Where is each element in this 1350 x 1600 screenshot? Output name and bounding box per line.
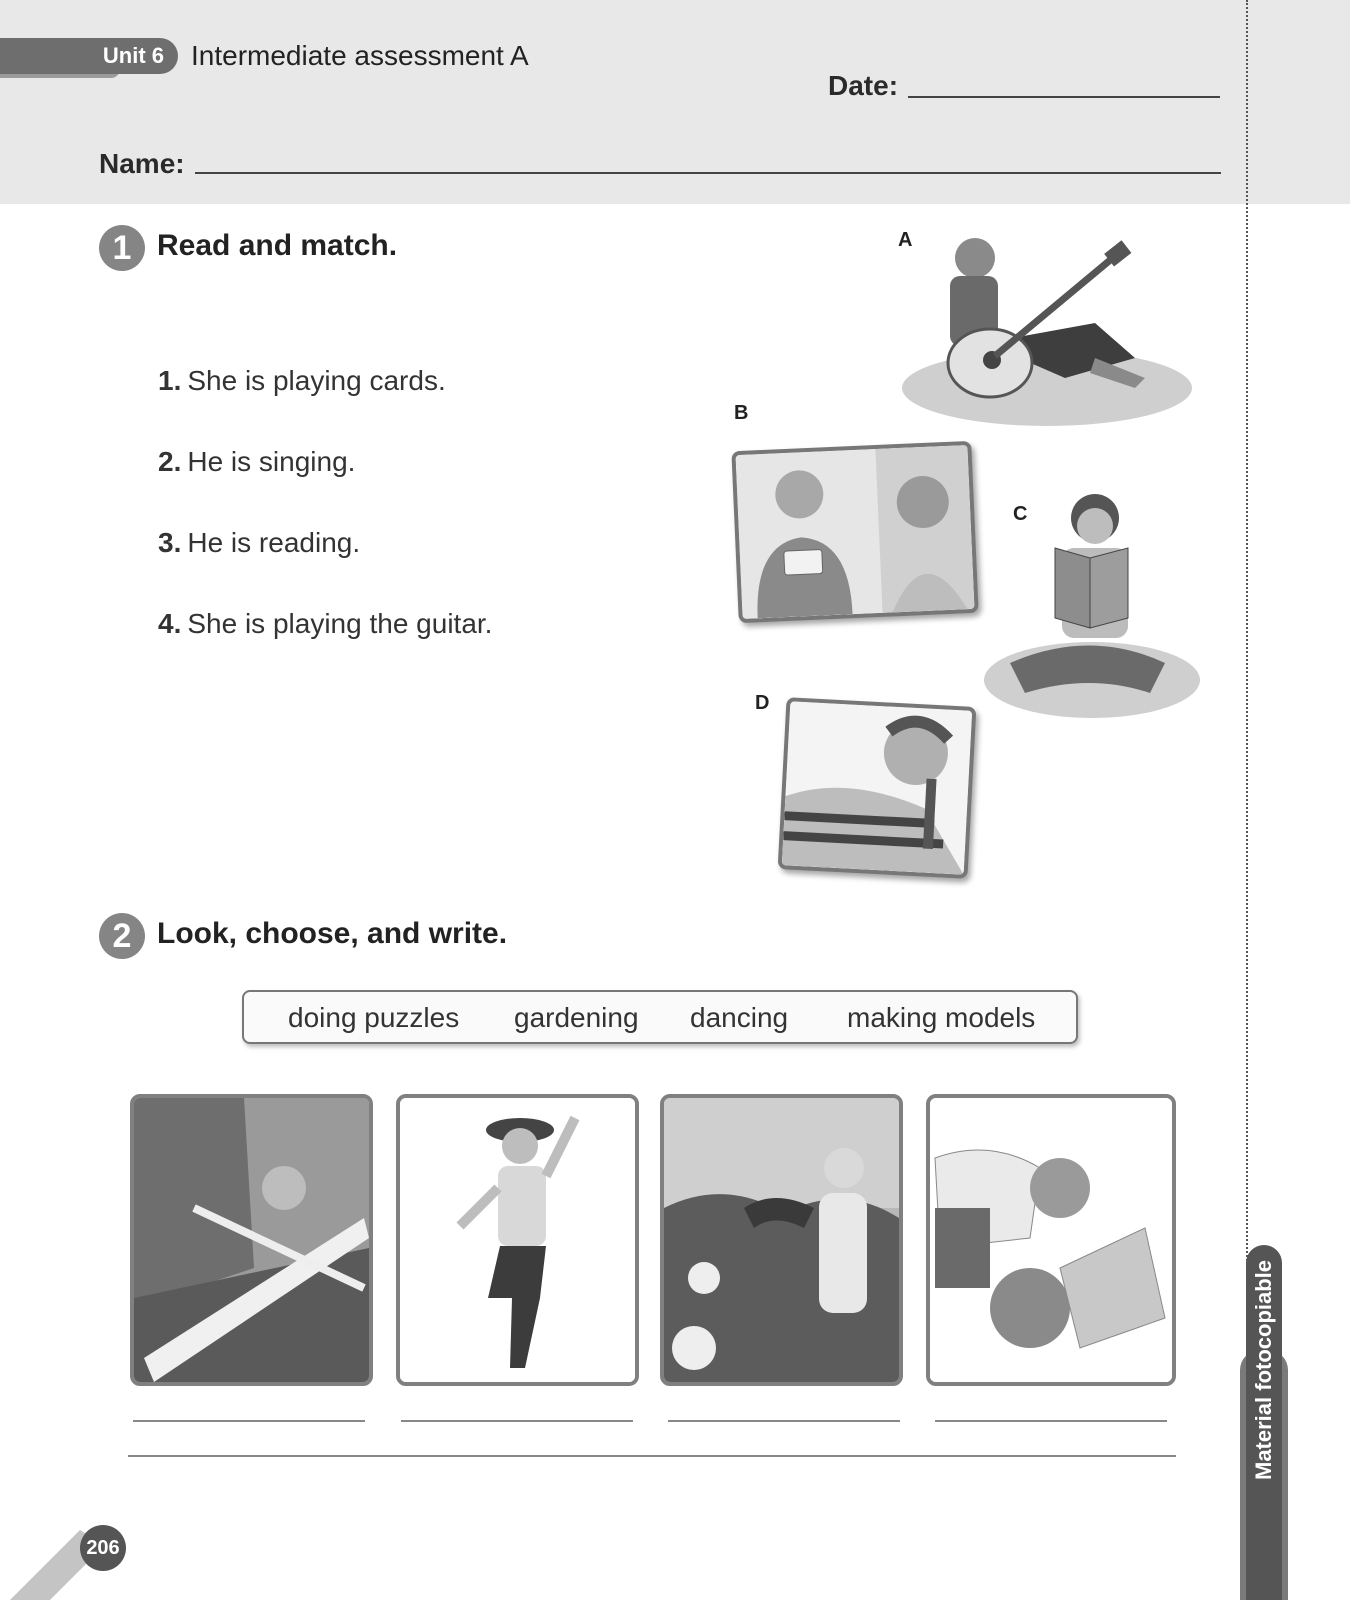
girl-puzzle-picture <box>930 1098 1172 1382</box>
name-field-line[interactable] <box>195 172 1221 174</box>
model-plane-picture <box>134 1098 369 1382</box>
answer-line-4[interactable] <box>935 1420 1167 1422</box>
girl-gardening-picture <box>664 1098 899 1382</box>
activity-picture-1 <box>130 1094 373 1386</box>
picture-label-a: A <box>898 229 913 251</box>
answer-line-2[interactable] <box>401 1420 633 1422</box>
word-bank <box>242 990 1078 1044</box>
match-item-1: 1. She is playing cards. <box>158 365 446 396</box>
match-item-3: 3. He is reading. <box>158 527 361 558</box>
picture-label-b: B <box>734 402 749 424</box>
date-field-line[interactable] <box>908 96 1220 98</box>
word-option: making models <box>847 1002 1036 1033</box>
activity-picture-4 <box>926 1094 1176 1386</box>
girl-guitar-picture <box>895 228 1205 428</box>
exercise-2-instruction: Look, choose, and write. <box>157 917 508 950</box>
boy-reading-picture <box>980 488 1205 728</box>
bottom-divider <box>128 1455 1176 1457</box>
girl-cards-picture <box>736 445 975 619</box>
name-label: Name: <box>99 148 185 179</box>
match-item-4: 4. She is playing the guitar. <box>158 608 493 639</box>
word-option: doing puzzles <box>288 1002 460 1033</box>
exercise-1-number: 1 <box>99 225 145 271</box>
boy-dancing-picture <box>400 1098 635 1382</box>
exercise-1-instruction: Read and match. <box>157 229 398 262</box>
unit-badge: Unit 6 <box>0 38 178 74</box>
word-option: gardening <box>514 1002 639 1033</box>
photocopiable-label: Material fotocopiable <box>1251 1259 1276 1480</box>
singing-photo <box>778 697 977 879</box>
exercise-2-number: 2 <box>99 913 145 959</box>
answer-line-3[interactable] <box>668 1420 900 1422</box>
answer-line-1[interactable] <box>133 1420 365 1422</box>
picture-label-c: C <box>1013 503 1028 525</box>
match-item-2: 2. He is singing. <box>158 446 356 477</box>
boy-singing-picture <box>782 701 972 874</box>
activity-picture-3 <box>660 1094 903 1386</box>
activity-picture-2 <box>396 1094 639 1386</box>
assessment-title: Intermediate assessment A <box>191 40 529 71</box>
word-option: dancing <box>690 1002 789 1033</box>
date-label: Date: <box>828 70 899 101</box>
cards-photo <box>731 441 978 623</box>
picture-label-d: D <box>755 692 770 714</box>
page-number: 206 <box>80 1525 126 1571</box>
